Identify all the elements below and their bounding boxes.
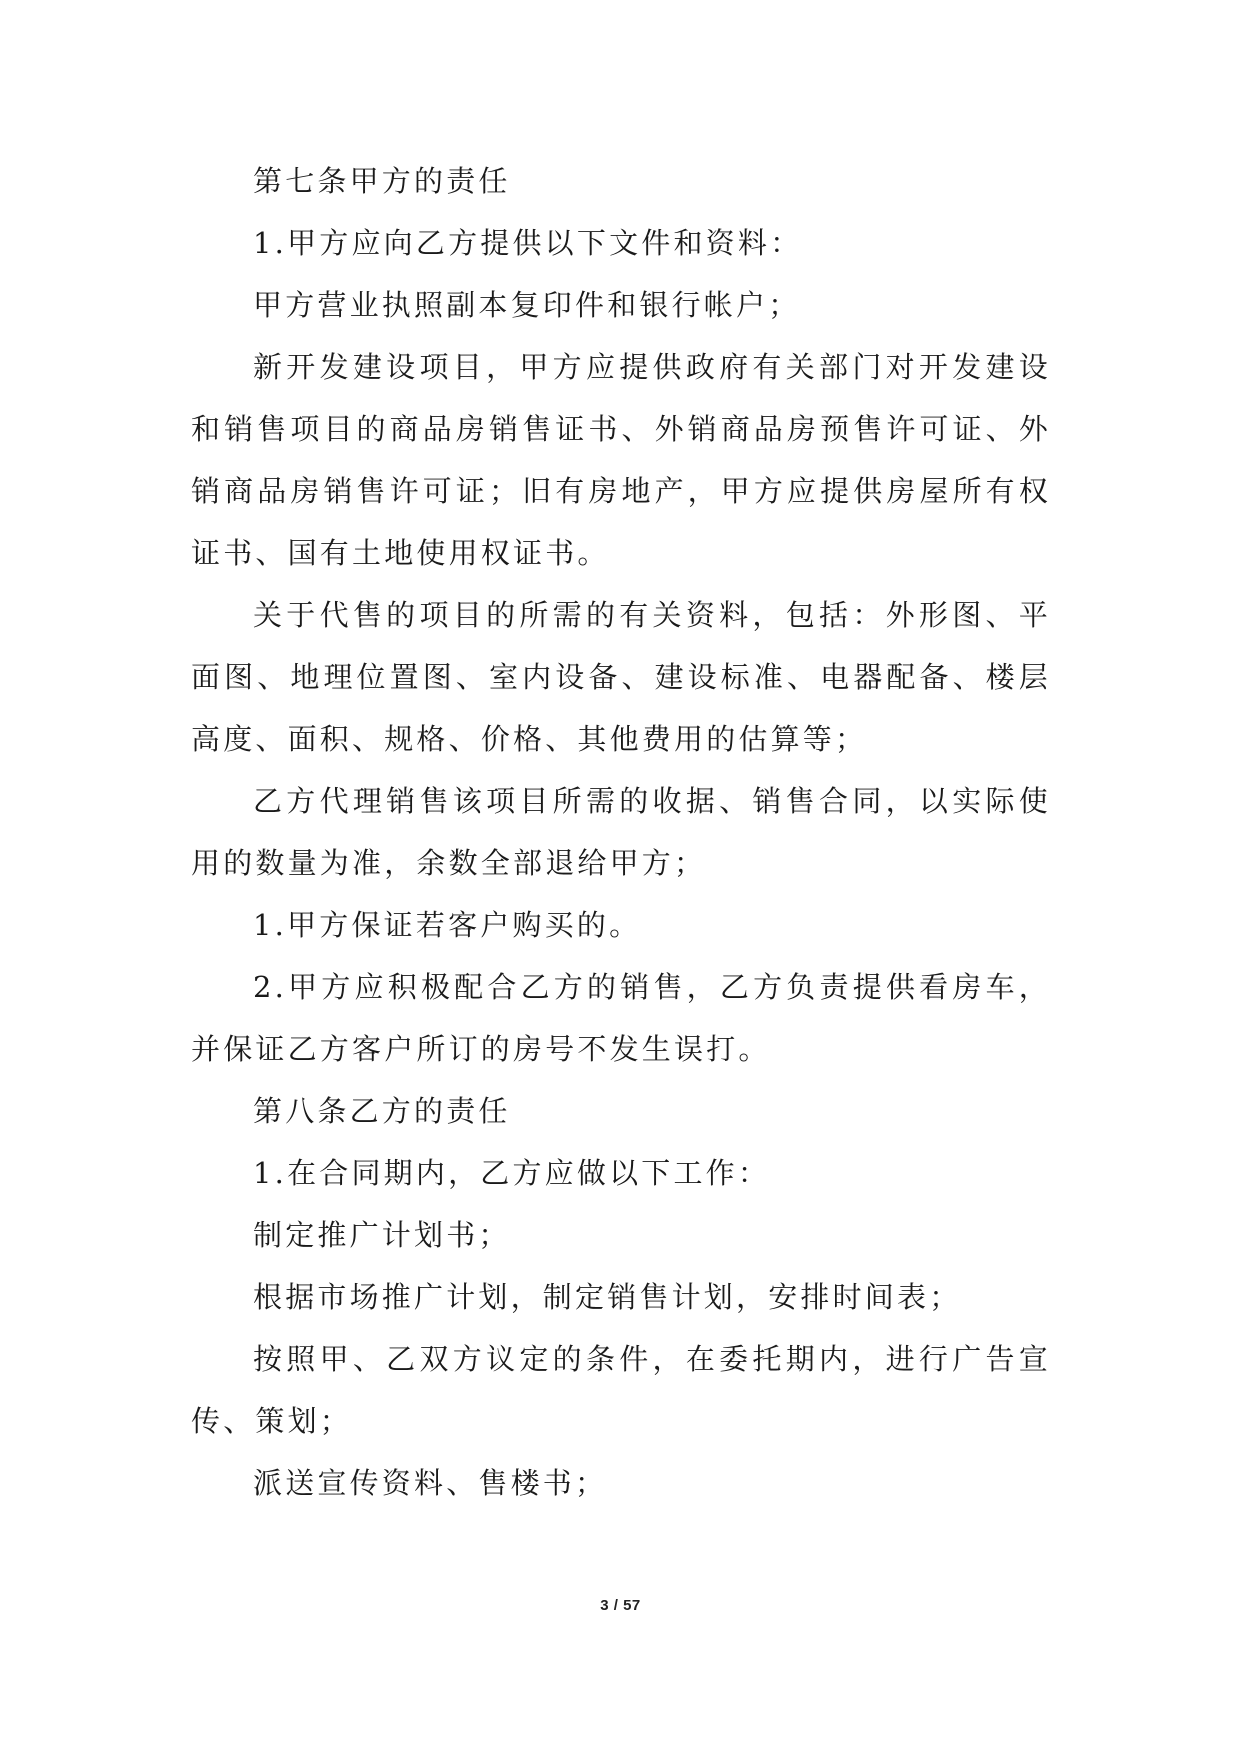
paragraph: 制定推广计划书； bbox=[253, 1218, 511, 1252]
paragraph: 1.甲方应向乙方提供以下文件和资料： bbox=[253, 226, 803, 260]
article-8-heading: 第八条乙方的责任 bbox=[253, 1094, 511, 1128]
paragraph: 关于代售的项目的所需的有关资料，包括：外形图、平面图、地理位置图、室内设备、建设标准、电器配备、楼层高度、面积、规格、价格、其他费用的估算等； bbox=[191, 598, 1051, 756]
paragraph: 1.在合同期内，乙方应做以下工作： bbox=[253, 1156, 771, 1190]
paragraph: 甲方营业执照副本复印件和银行帐户； bbox=[253, 288, 801, 322]
paragraph: 派送宣传资料、售楼书； bbox=[253, 1466, 608, 1500]
article-7-heading: 第七条甲方的责任 bbox=[253, 164, 511, 198]
paragraph: 2.甲方应积极配合乙方的销售，乙方负责提供看房车，并保证乙方客户所订的房号不发生误打。 bbox=[191, 970, 1051, 1066]
paragraph: 新开发建设项目，甲方应提供政府有关部门对开发建设和销售项目的商品房销售证书、外销商品房预售许可证、外销商品房销售许可证；旧有房地产，甲方应提供房屋所有权证书、国有土地使用权证书。 bbox=[191, 350, 1051, 570]
document-body bbox=[191, 150, 1051, 1514]
page-number: 3 / 57 bbox=[600, 1597, 641, 1614]
paragraph: 乙方代理销售该项目所需的收据、销售合同，以实际使用的数量为准，余数全部退给甲方； bbox=[191, 784, 1051, 880]
paragraph: 按照甲、乙双方议定的条件，在委托期内，进行广告宣传、策划； bbox=[191, 1342, 1051, 1438]
paragraph: 根据市场推广计划，制定销售计划，安排时间表； bbox=[253, 1280, 962, 1314]
paragraph: 1.甲方保证若客户购买的。 bbox=[253, 908, 642, 942]
